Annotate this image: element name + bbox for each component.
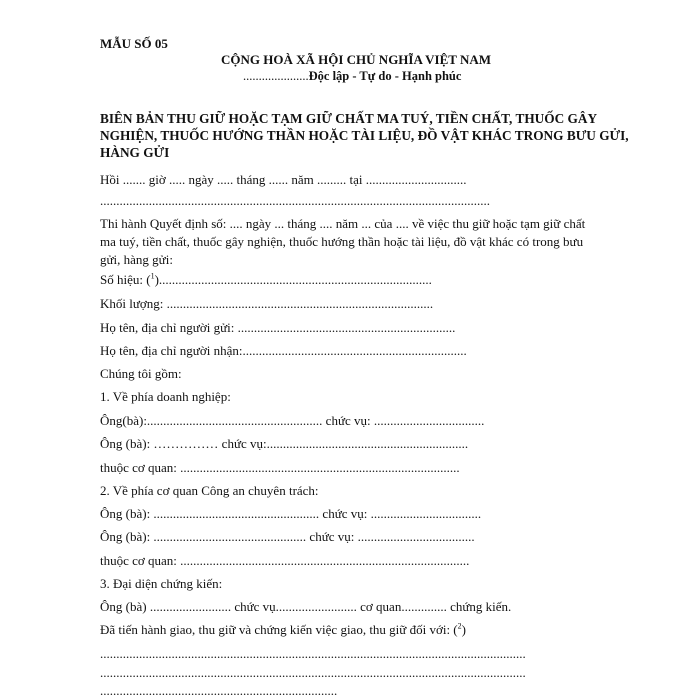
conducted-label: Đã tiến hành giao, thu giữ và chứng kiến việc giao, thu giữ đối với: ( (100, 622, 458, 637)
decision-line-2: ma tuý, tiền chất, thuốc gây nghiện, thuốc hướng thần hoặc tài liệu, đồ vật khác có trong bưu (100, 234, 584, 249)
footnote-ref-2: 2 (457, 621, 462, 631)
time-place-line: Hồi ....... giờ ..... ngày ..... tháng ...... năm ......... tại ............................... (100, 172, 467, 187)
conducted-line (100, 622, 466, 638)
nation-heading: CỘNG HOÀ XÃ HỘI CHỦ NGHĨA VIỆT NAM (221, 52, 492, 67)
fill-line-3: ......................................................................... (100, 683, 338, 698)
section-3-witness: Ông (bà) ......................... chức vụ......................... cơ quan.............. chứng kiến. (100, 599, 512, 614)
section-1-heading: 1. Về phía doanh nghiệp: (100, 389, 231, 404)
section-1-person-1: Ông(bà):...................................................... chức vụ: .................................. (100, 413, 485, 428)
section-1-organization: thuộc cơ quan: ...................................................................................... (100, 460, 460, 475)
motto-prefix: ............ (243, 69, 281, 83)
fill-line-1: ................................................................................................................................... (100, 646, 526, 661)
section-2-person-1: Ông (bà): ................................................... chức vụ: .................................. (100, 506, 482, 521)
serial-line (100, 272, 432, 288)
section-2-organization: thuộc cơ quan: ......................................................................................... (100, 553, 470, 568)
section-2-person-2: Ông (bà): ............................................... chức vụ: .................................... (100, 529, 475, 544)
serial-fill: ).................................................................................... (154, 272, 432, 287)
sender-line: Họ tên, địa chỉ người gửi: ................................................................... (100, 320, 456, 335)
fill-line-2: ................................................................................................................................... (100, 665, 526, 680)
document-title: BIÊN BẢN THU GIỮ HOẶC TẠM GIỮ CHẤT MA TUÝ, TIỀN CHẤT, THUỐC GÂY NGHIỆN, THUỐC HƯỚNG THẦN HOẶC TÀI LIỆU, ĐỒ VẬT KHÁC TRONG BƯU GỬI, HÀNG GỬI (100, 111, 629, 160)
motto-line (243, 68, 461, 84)
receiver-line: Họ tên, địa chỉ người nhận:..................................................................... (100, 343, 467, 358)
conducted-close: ) (461, 622, 466, 637)
time-place-continuation: ........................................................................................................................ (100, 193, 490, 208)
serial-label: Số hiệu: ( (100, 272, 151, 287)
weight-line: Khối lượng: .................................................................................. (100, 296, 434, 311)
we-are-line: Chúng tôi gồm: (100, 366, 182, 381)
decision-line-1: Thi hành Quyết định số: .... ngày ... tháng .... năm ... của .... về việc thu giữ hoặc tạm giữ chất (100, 216, 586, 231)
footnote-ref-1: 1 (150, 271, 155, 281)
form-code: MẪU SỐ 05 (100, 36, 168, 51)
decision-line-3: gửi, hàng gửi: (100, 252, 173, 267)
section-2-heading: 2. Về phía cơ quan Công an chuyên trách: (100, 483, 319, 498)
section-1-person-2: Ông (bà): …………… chức vụ:.............................................................. (100, 436, 469, 451)
section-3-heading: 3. Đại diện chứng kiến: (100, 576, 223, 591)
motto: Độc lập - Tự do - Hạnh phúc (308, 69, 462, 83)
motto-dots: ......... (280, 69, 309, 83)
